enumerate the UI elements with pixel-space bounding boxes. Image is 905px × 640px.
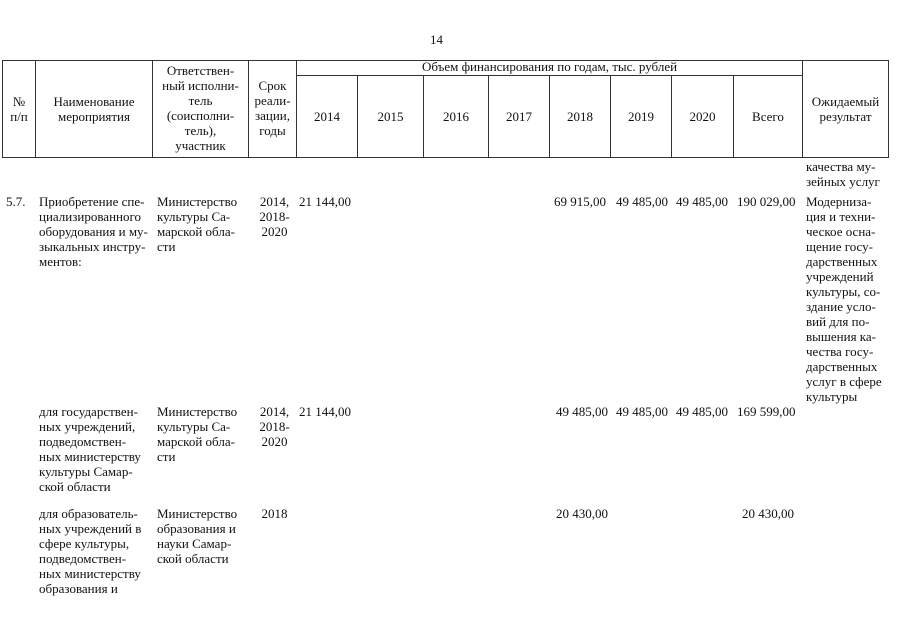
row-value-2019: 49 485,00 (616, 404, 668, 419)
header-result: Ожидаемый результат (811, 94, 880, 124)
row-name: для образователь- ных учреждений в сфере культуры, подведомствен- ных министерству образования и (39, 506, 142, 596)
col-divider (888, 60, 889, 158)
row-name: для государствен- ных учреждений, подведомствен- ных министерству культуры Самар- ской области (39, 404, 141, 494)
row-value-2014: 21 144,00 (299, 404, 351, 419)
header-year-2017: 2017 (506, 109, 532, 124)
row-term: 2018 (261, 506, 288, 521)
header-funding: Объем финансирования по годам, тыс. рублей (421, 59, 678, 74)
header-num: № п/п (10, 94, 28, 124)
row-responsible: Министерство культуры Са- марской обла- сти (157, 194, 238, 254)
header-bottom-border (2, 157, 889, 158)
row-value-total: 169 599,00 (737, 404, 796, 419)
row-value-2018: 49 485,00 (556, 404, 608, 419)
page-number: 14 (430, 32, 443, 47)
header-year-2018: 2018 (567, 109, 593, 124)
header-year-2015: 2015 (377, 109, 404, 124)
header-responsible: Ответствен- ный исполни- тель (соисполни- тель), участник (162, 63, 239, 153)
row-value-2018: 20 430,00 (556, 506, 608, 521)
row-value-2019: 49 485,00 (616, 194, 668, 209)
row-num: 5.7. (6, 194, 26, 209)
row-value-2020: 49 485,00 (676, 404, 728, 419)
row-value-2020: 49 485,00 (676, 194, 728, 209)
carry-over-result: качества му- зейных услуг (806, 159, 880, 189)
row-value-total: 20 430,00 (742, 506, 794, 521)
row-value-total: 190 029,00 (737, 194, 796, 209)
row-term: 2014, 2018- 2020 (259, 194, 290, 239)
row-responsible: Министерство культуры Са- марской обла- сти (157, 404, 238, 464)
row-term: 2014, 2018- 2020 (259, 404, 290, 449)
row-name: Приобретение спе- циализированного оборудования и му- зыкальных инстру- ментов: (39, 194, 148, 269)
header-year-2016: 2016 (443, 109, 469, 124)
header-term: Срок реали- зации, годы (254, 78, 291, 138)
header-name: Наименование мероприятия (53, 94, 135, 124)
row-responsible: Министерство образования и науки Самар- ской области (157, 506, 238, 566)
header-year-2014: 2014 (314, 109, 340, 124)
header-year-2019: 2019 (628, 109, 654, 124)
row-value-2018: 69 915,00 (554, 194, 606, 209)
header-year-2020: 2020 (689, 109, 716, 124)
row-value-2014: 21 144,00 (299, 194, 351, 209)
header-total: Всего (752, 109, 784, 124)
row-result: Модерниза- ция и техни- ческое осна- щение госу- дарственных учреждений культуры, со- здание усло- вий для по- вышения ка- чества госу- дарственных услуг в сфере культуры (806, 194, 882, 404)
